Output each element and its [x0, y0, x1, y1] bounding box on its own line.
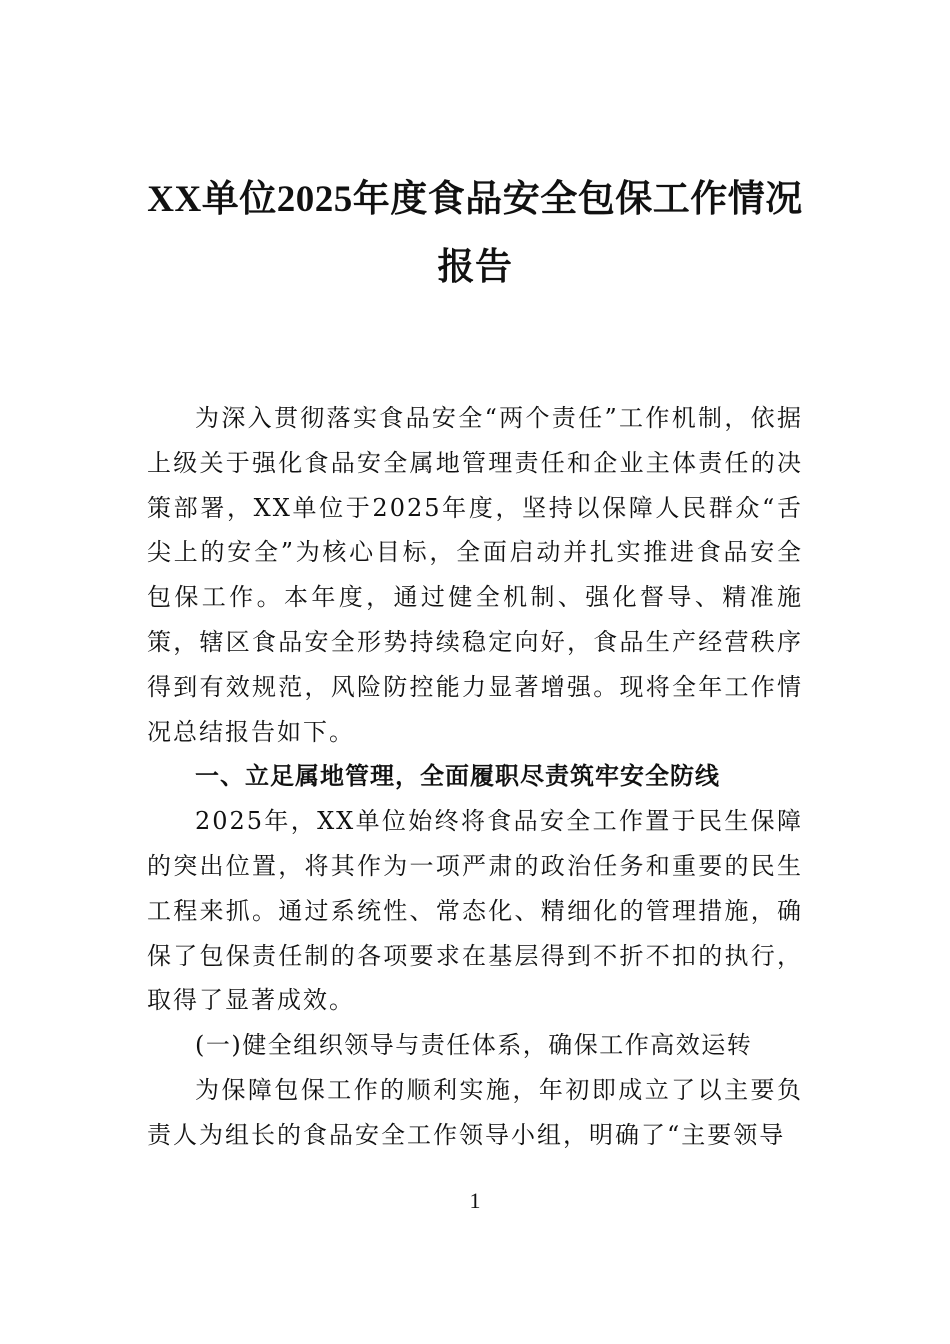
- section-1-heading: 一、立足属地管理，全面履职尽责筑牢安全防线: [195, 762, 720, 791]
- page-number: 1: [469, 1188, 481, 1213]
- subsection-1-heading: (一)健全组织领导与责任体系，确保工作高效运转: [195, 1031, 753, 1060]
- document-title-line-1: XX单位2025年度食品安全包保工作情况: [147, 179, 803, 220]
- document-body: [147, 396, 803, 1158]
- intro-paragraph: 为深入贯彻落实食品安全“两个责任”工作机制，依据上级关于强化食品安全属地管理责任和企业主体责任的决策部署，XX单位于2025年度，坚持以保障人民群众“舌尖上的安全”为核心目标，全面启动并扎实推进食品安全包保工作。本年度，通过健全机制、强化督导、精准施策，辖区食品安全形势持续稳定向好，食品生产经营秩序得到有效规范，风险防控能力显著增强。现将全年工作情况总结报告如下。: [147, 404, 803, 746]
- subsection-1-paragraph: 为保障包保工作的顺利实施，年初即成立了以主要负责人为组长的食品安全工作领导小组，明确了“主要领导: [147, 1075, 803, 1149]
- document-title-line-2: 报告: [437, 247, 513, 288]
- section-1-paragraph: 2025年，XX单位始终将食品安全工作置于民生保障的突出位置，将其作为一项严肃的政治任务和重要的民生工程来抓。通过系统性、常态化、精细化的管理措施，确保了包保责任制的各项要求在基层得到不折不扣的执行，取得了显著成效。: [147, 807, 803, 1015]
